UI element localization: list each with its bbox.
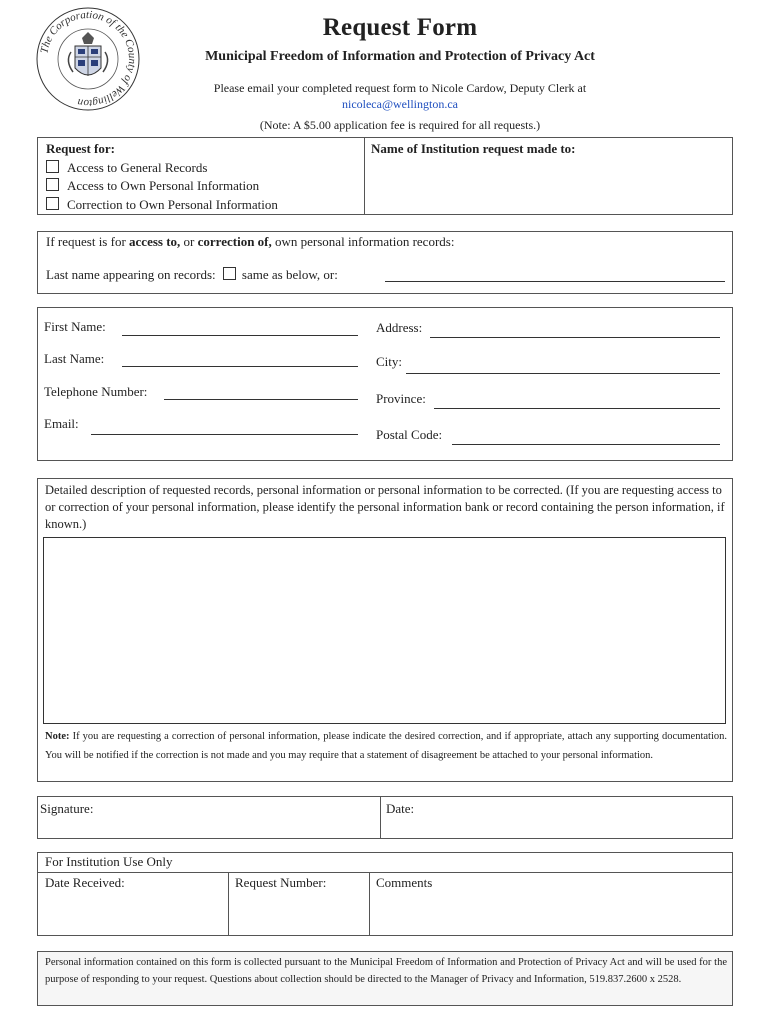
- privacy-notice-text: Personal information contained on this form is collected pursuant to the Municipal Freedom of Information and Protection of Privacy Act and will be used for the purpose of responding to your request. Questions about collection should be directed to the Manager of Privacy and Information, 519.837.2600 x 2528.: [45, 957, 727, 985]
- correction-checkbox[interactable]: [46, 197, 59, 210]
- last-name-on-records-input[interactable]: [385, 281, 725, 282]
- description-textarea[interactable]: [43, 537, 726, 724]
- date-label: Date:: [386, 801, 415, 816]
- signature-field[interactable]: [118, 799, 378, 837]
- institution-divider-2: [369, 872, 370, 935]
- same-as-below-checkbox[interactable]: [223, 267, 236, 280]
- city-input[interactable]: [406, 373, 720, 374]
- svg-text:The Corporation of the County: The Corporation of the County of Wellington: [38, 8, 139, 110]
- option-own-personal-info[interactable]: Access to Own Personal Information: [46, 178, 259, 194]
- email-input[interactable]: [91, 434, 358, 435]
- province-label: Province:: [376, 391, 426, 406]
- last-name-input[interactable]: [122, 366, 358, 367]
- form-title: Request Form: [322, 14, 478, 41]
- address-label: Address:: [376, 320, 423, 335]
- comments-label: Comments: [376, 875, 433, 890]
- same-as-below-label: same as below, or:: [241, 267, 338, 282]
- institution-use-heading: For Institution Use Only: [45, 854, 173, 869]
- first-name-label: First Name:: [44, 319, 106, 334]
- request-for-heading: Request for:: [46, 141, 115, 156]
- signature-label: Signature:: [40, 801, 94, 816]
- description-instructions: Detailed description of requested records, personal information or personal information to be corrected. (If you are requesting access to or correction of your personal information, please identify the personal information bank or record containing the person information, if known.): [45, 483, 725, 531]
- signature-section: [37, 796, 733, 839]
- institution-divider-1: [228, 872, 229, 935]
- date-received-label: Date Received:: [45, 875, 125, 890]
- telephone-label: Telephone Number:: [44, 384, 148, 399]
- note-label: Note:: [45, 731, 70, 742]
- date-field[interactable]: [423, 799, 723, 837]
- postal-code-label: Postal Code:: [376, 427, 443, 442]
- deputy-clerk-email-link[interactable]: nicoleca@wellington.ca: [341, 97, 458, 111]
- institution-header-divider: [38, 872, 732, 873]
- request-type-section: [37, 137, 733, 215]
- note-text: If you are requesting a correction of personal information, please indicate the desired correction, and if appropriate, attach any supporting documentation. You will be notified if the correction is not made and you may require that a statement of disagreement be attached to your personal information.: [45, 731, 727, 761]
- correction-note: [45, 727, 727, 765]
- personal-records-prompt: If request is for access to, or correction of, own personal information records:: [46, 234, 455, 249]
- institution-name-label: Name of Institution request made to:: [371, 141, 576, 156]
- description-section: [37, 478, 733, 782]
- last-name-label: Last Name:: [44, 351, 105, 366]
- request-number-label: Request Number:: [235, 875, 327, 890]
- institution-use-section: [37, 852, 733, 936]
- instruction-text: Please email your completed request form to Nicole Cardow, Deputy Clerk at: [213, 81, 587, 95]
- email-label: Email:: [44, 416, 79, 431]
- address-input[interactable]: [430, 337, 720, 338]
- application-fee-note: (Note: A $5.00 application fee is required for all requests.): [259, 118, 541, 132]
- institution-name-field[interactable]: [372, 158, 728, 212]
- column-divider: [364, 138, 365, 214]
- option-general-records[interactable]: Access to General Records: [46, 160, 207, 176]
- signature-divider: [380, 797, 381, 838]
- submission-instructions: [0, 80, 770, 112]
- contact-info-section: [37, 307, 733, 461]
- personal-records-section: [37, 231, 733, 294]
- province-input[interactable]: [434, 408, 720, 409]
- city-label: City:: [376, 354, 403, 369]
- general-records-checkbox[interactable]: [46, 160, 59, 173]
- privacy-notice-section: [37, 951, 733, 1006]
- own-personal-info-checkbox[interactable]: [46, 178, 59, 191]
- form-subtitle: Municipal Freedom of Information and Protection of Privacy Act: [205, 49, 595, 64]
- option-correction-personal-info[interactable]: Correction to Own Personal Information: [46, 197, 278, 213]
- postal-code-input[interactable]: [452, 444, 720, 445]
- last-name-on-records-row: [46, 267, 338, 283]
- telephone-input[interactable]: [164, 399, 358, 400]
- last-name-on-records-label: Last name appearing on records:: [46, 267, 216, 282]
- first-name-input[interactable]: [122, 335, 358, 336]
